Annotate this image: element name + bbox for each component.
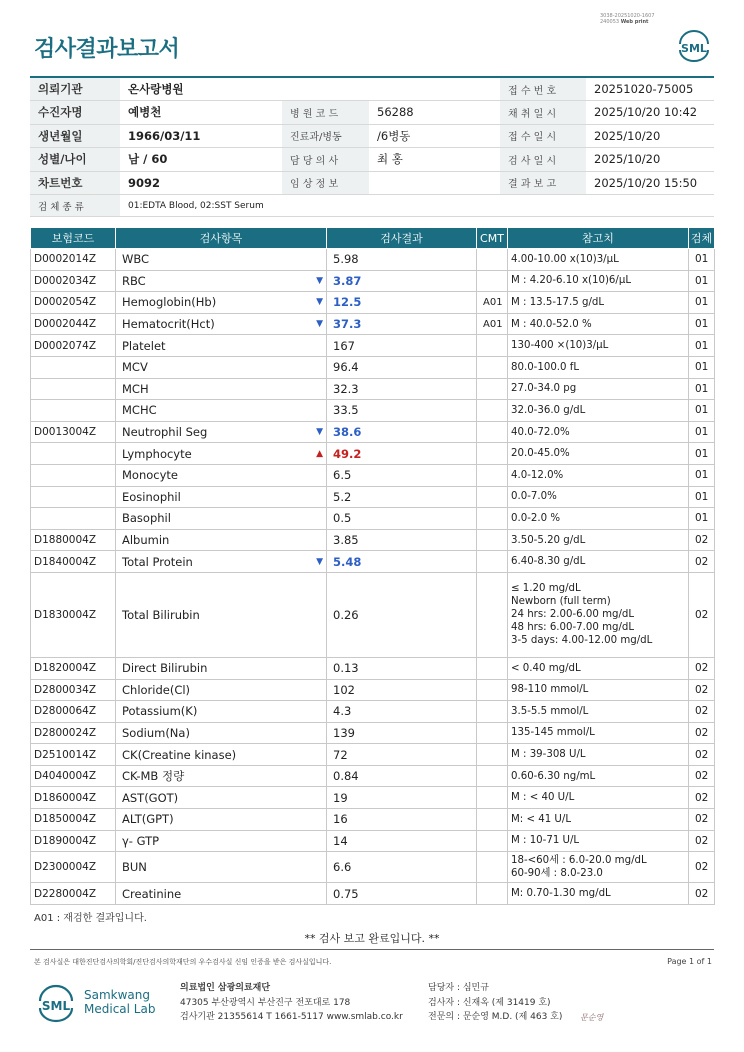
collect-time-label: 채 취 일 시 — [500, 101, 586, 125]
test-item-cell — [116, 292, 327, 314]
specimen-code: 02 — [689, 883, 715, 905]
test-result: 0.75 — [327, 883, 477, 905]
specimen-code: 02 — [689, 722, 715, 744]
reference-range: M : 39-308 U/L — [508, 744, 689, 766]
comment-code — [477, 551, 508, 573]
comment-code — [477, 443, 508, 465]
print-stamp-line1: 3038-20251020-1607 — [600, 13, 655, 19]
specimen-code: 01 — [689, 270, 715, 292]
chart-no-label: 차트번호 — [30, 171, 120, 195]
table-row — [31, 443, 715, 465]
test-item-name: Eosinophil — [122, 489, 181, 504]
clinical-info-label: 임 상 정 보 — [282, 171, 369, 195]
insurance-code: D0002014Z — [31, 249, 116, 271]
hospital-value: 온사랑병원 — [120, 77, 500, 101]
test-result: 0.5 — [327, 508, 477, 530]
test-item-cell — [116, 551, 327, 573]
comment-code — [477, 508, 508, 530]
org-contact: 검사기관 21355614 T 1661-5117 www.smlab.co.kr — [180, 1012, 403, 1022]
insurance-code — [31, 378, 116, 400]
test-item-cell — [116, 270, 327, 292]
test-item-name: Monocyte — [122, 468, 178, 483]
table-row — [31, 679, 715, 701]
comment-code — [477, 852, 508, 883]
reference-range: 4.00-10.00 x(10)3/μL — [508, 249, 689, 271]
test-item-cell — [116, 679, 327, 701]
test-item-name: Creatinine — [122, 886, 182, 901]
low-flag-icon: ▼ — [316, 556, 323, 567]
receipt-date-label: 접 수 일 시 — [500, 124, 586, 148]
test-item-name: ALT(GPT) — [122, 812, 174, 827]
test-result: 4.3 — [327, 701, 477, 723]
insurance-code — [31, 356, 116, 378]
test-item-name: Potassium(K) — [122, 704, 198, 719]
test-item-name: Total Protein — [122, 554, 193, 569]
comment-code — [477, 270, 508, 292]
doctor-label: 담 당 의 사 — [282, 148, 369, 172]
specimen-code: 02 — [689, 701, 715, 723]
table-row — [31, 378, 715, 400]
insurance-code: D0002044Z — [31, 313, 116, 335]
table-row — [31, 464, 715, 486]
reference-line: 60-90세 : 8.0-23.0 — [511, 868, 603, 880]
sex-age-value: 남 / 60 — [120, 148, 282, 172]
table-row — [31, 701, 715, 723]
test-item-name: Sodium(Na) — [122, 725, 190, 740]
comment-code — [477, 335, 508, 357]
specimen-code: 02 — [689, 551, 715, 573]
retest-note: A01 : 재검한 결과입니다. — [34, 913, 147, 924]
insurance-code: D0013004Z — [31, 421, 116, 443]
staff-in-charge: 담당자 : 심민규 — [428, 983, 489, 993]
table-row — [31, 508, 715, 530]
comment-code — [477, 464, 508, 486]
specimen-code: 02 — [689, 529, 715, 551]
staff-info — [428, 981, 562, 1025]
test-item-name: Basophil — [122, 511, 171, 526]
reference-range: M : 4.20-6.10 x(10)6/μL — [508, 270, 689, 292]
reference-range: < 0.40 mg/dL — [508, 657, 689, 679]
header-insurance-code: 보험코드 — [31, 228, 116, 249]
print-stamp-tag: Web print — [620, 19, 649, 25]
comment-code — [477, 378, 508, 400]
department-label: 진료과/병동 — [282, 124, 369, 148]
reference-range: M: 0.70-1.30 mg/dL — [508, 883, 689, 905]
test-item-name: Platelet — [122, 338, 166, 353]
test-result: 16 — [327, 809, 477, 831]
test-item-cell — [116, 486, 327, 508]
test-item-name: Hemoglobin(Hb) — [122, 295, 217, 310]
table-row — [31, 830, 715, 852]
test-result: 3.87 — [327, 270, 477, 292]
test-result: 38.6 — [327, 421, 477, 443]
reference-range: 32.0-36.0 g/dL — [508, 400, 689, 422]
test-item-name: BUN — [122, 860, 147, 875]
test-item-cell — [116, 400, 327, 422]
test-item-cell — [116, 572, 327, 657]
insurance-code — [31, 464, 116, 486]
brand-line1: Samkwang — [84, 988, 150, 1002]
insurance-code: D1840004Z — [31, 551, 116, 573]
test-item-name: CK(Creatine kinase) — [122, 747, 237, 762]
insurance-code: D2800024Z — [31, 722, 116, 744]
brand-line2: Medical Lab — [84, 1002, 156, 1016]
results-body — [31, 249, 715, 905]
high-flag-icon: ▲ — [316, 448, 323, 459]
specimen-code: 02 — [689, 679, 715, 701]
low-flag-icon: ▼ — [316, 275, 323, 286]
test-item-name: CK-MB 정량 — [122, 769, 185, 784]
test-item-name: MCH — [122, 381, 149, 396]
org-name: 의료법인 삼광의료재단 — [180, 983, 271, 993]
insurance-code — [31, 486, 116, 508]
specimen-code: 02 — [689, 809, 715, 831]
insurance-code: D4040004Z — [31, 765, 116, 787]
test-item-name: Chloride(Cl) — [122, 682, 191, 697]
reference-range: 80.0-100.0 fL — [508, 356, 689, 378]
table-row — [31, 356, 715, 378]
test-result: 6.5 — [327, 464, 477, 486]
specimen-code: 01 — [689, 400, 715, 422]
comment-code — [477, 883, 508, 905]
sex-age-label: 성별/나이 — [30, 148, 120, 172]
comment-code — [477, 744, 508, 766]
report-time-label: 결 과 보 고 — [500, 171, 586, 195]
header-result: 검사결과 — [327, 228, 477, 249]
test-item-cell — [116, 883, 327, 905]
birth-value: 1966/03/11 — [120, 124, 282, 148]
test-item-name: Hematocrit(Hct) — [122, 317, 215, 332]
staff-specialist: 전문의 : 문순영 M.D. (제 463 호) — [428, 1012, 563, 1022]
table-row — [31, 883, 715, 905]
patient-info-table — [30, 76, 714, 217]
table-row — [31, 809, 715, 831]
comment-code — [477, 679, 508, 701]
specimen-code: 01 — [689, 421, 715, 443]
insurance-code — [31, 508, 116, 530]
comment-code — [477, 701, 508, 723]
specimen-code: 02 — [689, 765, 715, 787]
reference-line: 24 hrs: 2.00-6.00 mg/dL — [511, 609, 635, 621]
test-item-cell — [116, 787, 327, 809]
sml-footer-logo-text: SML — [41, 999, 71, 1013]
test-result: 14 — [327, 830, 477, 852]
test-result: 96.4 — [327, 356, 477, 378]
insurance-code: D1850004Z — [31, 809, 116, 831]
print-stamp — [600, 13, 690, 25]
test-item-cell — [116, 464, 327, 486]
reference-range — [508, 572, 689, 657]
insurance-code: D0002074Z — [31, 335, 116, 357]
test-item-cell — [116, 852, 327, 883]
table-row — [31, 292, 715, 314]
receipt-no-value: 20251020-75005 — [586, 77, 714, 101]
comment-code — [477, 400, 508, 422]
specimen-code: 01 — [689, 249, 715, 271]
birth-label: 생년월일 — [30, 124, 120, 148]
org-address: 47305 부산광역시 부산진구 전포대로 178 — [180, 997, 351, 1008]
table-row — [31, 529, 715, 551]
test-item-name: Direct Bilirubin — [122, 661, 208, 676]
specimen-code: 01 — [689, 378, 715, 400]
test-result: 0.13 — [327, 657, 477, 679]
reference-line: 18-<60세 : 6.0-20.0 mg/dL — [511, 855, 647, 867]
comment-code — [477, 765, 508, 787]
test-item-cell — [116, 508, 327, 530]
reference-line: 3-5 days: 4.00-12.00 mg/dL — [511, 635, 653, 647]
test-item-cell — [116, 830, 327, 852]
test-result: 167 — [327, 335, 477, 357]
table-row — [31, 421, 715, 443]
print-stamp-line2: 240053 — [600, 19, 620, 25]
test-date-label: 검 사 일 시 — [500, 148, 586, 172]
table-row — [31, 335, 715, 357]
test-item-name: WBC — [122, 252, 150, 267]
reference-range — [508, 852, 689, 883]
insurance-code — [31, 443, 116, 465]
test-result: 5.48 — [327, 551, 477, 573]
low-flag-icon: ▼ — [316, 427, 323, 438]
insurance-code: D2300004Z — [31, 852, 116, 883]
reference-range: 135-145 mmol/L — [508, 722, 689, 744]
clinical-info-value — [369, 171, 500, 195]
test-result: 6.6 — [327, 852, 477, 883]
test-item-cell — [116, 765, 327, 787]
test-result: 139 — [327, 722, 477, 744]
test-item-cell — [116, 378, 327, 400]
specimen-code: 02 — [689, 744, 715, 766]
comment-code — [477, 421, 508, 443]
test-item-cell — [116, 356, 327, 378]
specimen-code: 02 — [689, 830, 715, 852]
chart-no-value: 9092 — [120, 171, 282, 195]
sml-footer-logo-icon — [36, 983, 76, 1023]
table-row — [31, 249, 715, 271]
comment-code — [477, 249, 508, 271]
reference-range: M: < 41 U/L — [508, 809, 689, 831]
table-row — [31, 722, 715, 744]
department-value: /6병동 — [369, 124, 500, 148]
test-item-name: γ- GTP — [122, 833, 160, 848]
reference-range: 4.0-12.0% — [508, 464, 689, 486]
insurance-code: D2800064Z — [31, 701, 116, 723]
test-result: 5.98 — [327, 249, 477, 271]
test-item-name: Lymphocyte — [122, 446, 192, 461]
reference-range: 27.0-34.0 pg — [508, 378, 689, 400]
comment-code — [477, 809, 508, 831]
insurance-code: D1880004Z — [31, 529, 116, 551]
reference-range: 20.0-45.0% — [508, 443, 689, 465]
test-date-value: 2025/10/20 — [586, 148, 714, 172]
table-row — [31, 270, 715, 292]
specimen-code: 02 — [689, 572, 715, 657]
hospital-code-value: 56288 — [369, 101, 500, 125]
insurance-code: D1820004Z — [31, 657, 116, 679]
organization-info — [180, 981, 403, 1025]
test-result: 0.84 — [327, 765, 477, 787]
table-row — [31, 787, 715, 809]
table-row — [31, 572, 715, 657]
table-row — [31, 551, 715, 573]
test-item-cell — [116, 313, 327, 335]
table-row — [31, 852, 715, 883]
test-result: 3.85 — [327, 529, 477, 551]
insurance-code: D1890004Z — [31, 830, 116, 852]
reference-range: 40.0-72.0% — [508, 421, 689, 443]
reference-range: M : 10-71 U/L — [508, 830, 689, 852]
low-flag-icon: ▼ — [316, 297, 323, 308]
specimen-code: 02 — [689, 852, 715, 883]
specimen-code: 02 — [689, 657, 715, 679]
test-item-name: MCV — [122, 360, 148, 375]
comment-code — [477, 572, 508, 657]
test-item-cell — [116, 443, 327, 465]
hospital-code-label: 병 원 코 드 — [282, 101, 369, 125]
reference-range: M : 40.0-52.0 % — [508, 313, 689, 335]
test-result: 5.2 — [327, 486, 477, 508]
test-item-name: MCHC — [122, 403, 157, 418]
specialist-signature: 문순영 — [580, 1013, 604, 1022]
reference-range: 0.0-2.0 % — [508, 508, 689, 530]
patient-name-value: 예병천 — [120, 101, 282, 125]
insurance-code — [31, 400, 116, 422]
table-row — [31, 313, 715, 335]
sml-logo-icon — [674, 28, 714, 62]
reference-range: M : 13.5-17.5 g/dL — [508, 292, 689, 314]
comment-code: A01 — [477, 292, 508, 314]
specimen-code: 01 — [689, 356, 715, 378]
brand-name — [84, 988, 155, 1016]
specimen-code: 01 — [689, 443, 715, 465]
test-result: 49.2 — [327, 443, 477, 465]
reference-line: ≤ 1.20 mg/dL — [511, 583, 581, 595]
report-complete: ** 검사 보고 완료입니다. ** — [304, 932, 440, 945]
test-result: 37.3 — [327, 313, 477, 335]
reference-range: 6.40-8.30 g/dL — [508, 551, 689, 573]
report-time-value: 2025/10/20 15:50 — [586, 171, 714, 195]
test-item-cell — [116, 701, 327, 723]
low-flag-icon: ▼ — [316, 319, 323, 330]
reference-range: 3.50-5.20 g/dL — [508, 529, 689, 551]
footer-divider — [30, 949, 714, 950]
results-table — [30, 227, 715, 905]
page-number: Page 1 of 1 — [667, 957, 712, 966]
test-result: 72 — [327, 744, 477, 766]
sml-logo-text: SML — [681, 42, 707, 55]
test-item-cell — [116, 809, 327, 831]
insurance-code: D1830004Z — [31, 572, 116, 657]
test-result: 33.5 — [327, 400, 477, 422]
test-item-cell — [116, 744, 327, 766]
collect-time-value: 2025/10/20 10:42 — [586, 101, 714, 125]
specimen-code: 01 — [689, 313, 715, 335]
insurance-code: D2510014Z — [31, 744, 116, 766]
reference-range: 0.60-6.30 ng/mL — [508, 765, 689, 787]
specimen-code: 01 — [689, 486, 715, 508]
test-item-name: AST(GOT) — [122, 790, 179, 805]
test-item-cell — [116, 335, 327, 357]
table-row — [31, 486, 715, 508]
specimen-code: 01 — [689, 335, 715, 357]
header-specimen: 검체 — [689, 228, 715, 249]
header-test-item: 검사항목 — [116, 228, 327, 249]
insurance-code: D0002054Z — [31, 292, 116, 314]
test-item-cell — [116, 249, 327, 271]
reference-line: 48 hrs: 6.00-7.00 mg/dL — [511, 622, 635, 634]
test-item-cell — [116, 722, 327, 744]
comment-code — [477, 356, 508, 378]
table-row — [31, 400, 715, 422]
test-result: 12.5 — [327, 292, 477, 314]
specimen-code: 02 — [689, 787, 715, 809]
test-item-cell — [116, 529, 327, 551]
patient-name-label: 수진자명 — [30, 101, 120, 125]
insurance-code: D0002034Z — [31, 270, 116, 292]
insurance-code: D2800034Z — [31, 679, 116, 701]
receipt-no-label: 접 수 번 호 — [500, 77, 586, 101]
test-result: 0.26 — [327, 572, 477, 657]
table-row — [31, 744, 715, 766]
test-result: 19 — [327, 787, 477, 809]
test-item-name: Albumin — [122, 533, 170, 548]
reference-range: 3.5-5.5 mmol/L — [508, 701, 689, 723]
insurance-code: D2280004Z — [31, 883, 116, 905]
test-item-cell — [116, 657, 327, 679]
reference-line: Newborn (full term) — [511, 596, 611, 608]
comment-code — [477, 830, 508, 852]
reference-range: 0.0-7.0% — [508, 486, 689, 508]
staff-tester: 검사자 : 신재옥 (제 31419 호) — [428, 997, 551, 1008]
test-result: 102 — [327, 679, 477, 701]
test-item-cell — [116, 421, 327, 443]
reference-range: 98-110 mmol/L — [508, 679, 689, 701]
comment-code — [477, 486, 508, 508]
hospital-label: 의뢰기관 — [30, 77, 120, 101]
table-row — [31, 657, 715, 679]
comment-code — [477, 722, 508, 744]
test-item-name: Neutrophil Seg — [122, 425, 208, 440]
doctor-value: 최 홍 — [369, 148, 500, 172]
header-cmt: CMT — [477, 228, 508, 249]
certification-note: 본 검사실은 대한진단검사의학회/진단검사의학재단의 우수검사실 신임 인증을 받은 검사실입니다. — [34, 958, 332, 966]
insurance-code: D1860004Z — [31, 787, 116, 809]
reference-range: 130-400 ×(10)3/μL — [508, 335, 689, 357]
header-reference: 참고치 — [508, 228, 689, 249]
specimen-type-label: 검 체 종 류 — [30, 195, 120, 217]
specimen-code: 01 — [689, 292, 715, 314]
reference-range: M : < 40 U/L — [508, 787, 689, 809]
comment-code — [477, 529, 508, 551]
page-title: 검사결과보고서 — [34, 37, 180, 62]
test-item-name: Total Bilirubin — [122, 607, 200, 622]
test-item-name: RBC — [122, 273, 146, 288]
comment-code — [477, 787, 508, 809]
test-result: 32.3 — [327, 378, 477, 400]
specimen-code: 01 — [689, 464, 715, 486]
specimen-code: 01 — [689, 508, 715, 530]
comment-code: A01 — [477, 313, 508, 335]
table-row — [31, 765, 715, 787]
specimen-type-value: 01:EDTA Blood, 02:SST Serum — [120, 195, 714, 217]
receipt-date-value: 2025/10/20 — [586, 124, 714, 148]
comment-code — [477, 657, 508, 679]
